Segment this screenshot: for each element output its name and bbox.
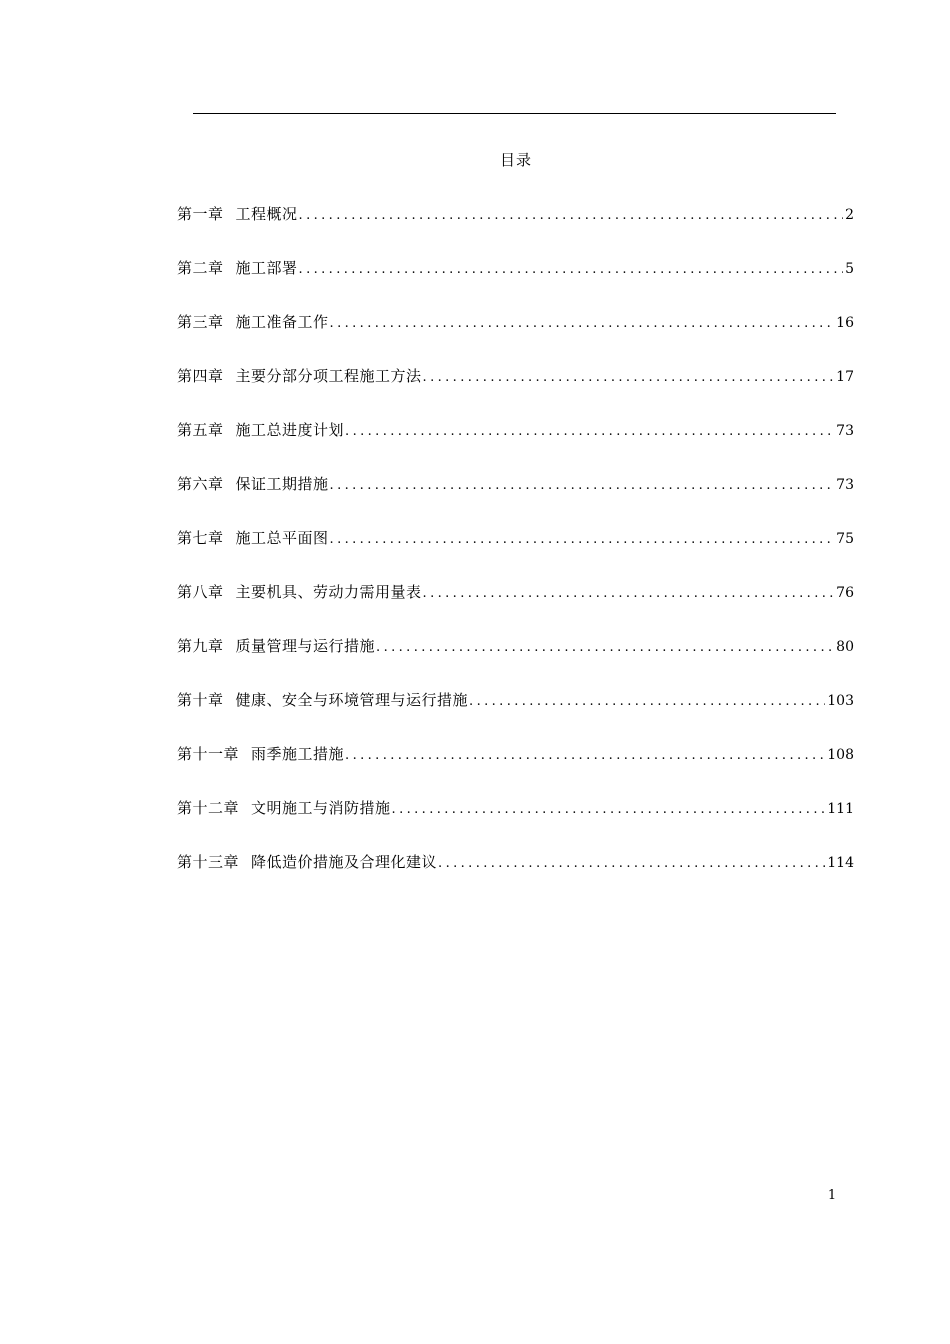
toc-heading: 施工准备工作 [235,313,329,331]
toc-heading: 文明施工与消防措施 [251,799,391,817]
toc-page-number: 80 [836,639,854,655]
toc-entry-8[interactable] [177,582,854,636]
toc-leader-dots [299,260,844,280]
toc-leader-dots [345,746,825,766]
toc-chapter: 第十一章 [177,745,240,763]
toc-heading: 施工总平面图 [235,529,329,547]
toc-leader-dots [376,638,834,658]
toc-chapter: 第六章 [177,475,224,493]
toc-page-number: 76 [836,585,854,601]
toc-chapter: 第八章 [177,583,224,601]
toc-page-number: 108 [827,747,854,763]
toc-page-number: 103 [827,693,854,709]
toc-title: 目录 [499,151,532,169]
toc-entry-2[interactable] [177,258,854,312]
toc-entry-1[interactable] [177,204,854,258]
toc-chapter: 第一章 [177,205,224,223]
toc-page-number: 17 [836,369,854,385]
toc-heading: 主要机具、劳动力需用量表 [235,583,422,601]
toc-page-number: 114 [827,855,854,871]
toc-entry-5[interactable] [177,420,854,474]
toc-page-number: 16 [836,315,854,331]
toc-leader-dots [330,314,835,334]
toc-page-number: 73 [836,423,854,439]
toc-chapter: 第七章 [177,529,224,547]
toc-leader-dots [299,206,844,226]
toc-entry-3[interactable] [177,312,854,366]
toc-entry-6[interactable] [177,474,854,528]
toc-leader-dots [469,692,825,712]
toc-list [177,204,854,906]
toc-page-number: 75 [836,531,854,547]
toc-chapter: 第十章 [177,691,224,709]
toc-leader-dots [438,854,825,874]
toc-page-number: 5 [845,261,854,277]
toc-heading: 施工总进度计划 [235,421,345,439]
toc-leader-dots [392,800,826,820]
toc-leader-dots [423,368,835,388]
toc-entry-12[interactable] [177,798,854,852]
toc-page-number: 111 [827,801,854,817]
toc-chapter: 第十三章 [177,853,240,871]
toc-entry-13[interactable] [177,852,854,906]
toc-chapter: 第三章 [177,313,224,331]
toc-heading: 质量管理与运行措施 [235,637,376,655]
toc-entry-7[interactable] [177,528,854,582]
toc-leader-dots [330,530,835,550]
toc-leader-dots [330,476,835,496]
toc-heading: 降低造价措施及合理化建议 [251,853,438,871]
toc-entry-11[interactable] [177,744,854,798]
toc-leader-dots [423,584,835,604]
toc-chapter: 第四章 [177,367,224,385]
toc-entry-10[interactable] [177,690,854,744]
toc-heading: 保证工期措施 [235,475,329,493]
toc-chapter: 第二章 [177,259,224,277]
toc-chapter: 第九章 [177,637,224,655]
toc-heading: 工程概况 [235,205,298,223]
toc-page-number: 2 [845,207,854,223]
header-rule [193,113,836,114]
toc-entry-4[interactable] [177,366,854,420]
toc-heading: 雨季施工措施 [251,745,345,763]
page-number: 1 [827,1188,837,1203]
toc-heading: 健康、安全与环境管理与运行措施 [235,691,469,709]
toc-entry-9[interactable] [177,636,854,690]
toc-heading: 施工部署 [235,259,298,277]
toc-chapter: 第五章 [177,421,224,439]
toc-heading: 主要分部分项工程施工方法 [235,367,422,385]
toc-page-number: 73 [836,477,854,493]
toc-leader-dots [345,422,834,442]
toc-chapter: 第十二章 [177,799,240,817]
